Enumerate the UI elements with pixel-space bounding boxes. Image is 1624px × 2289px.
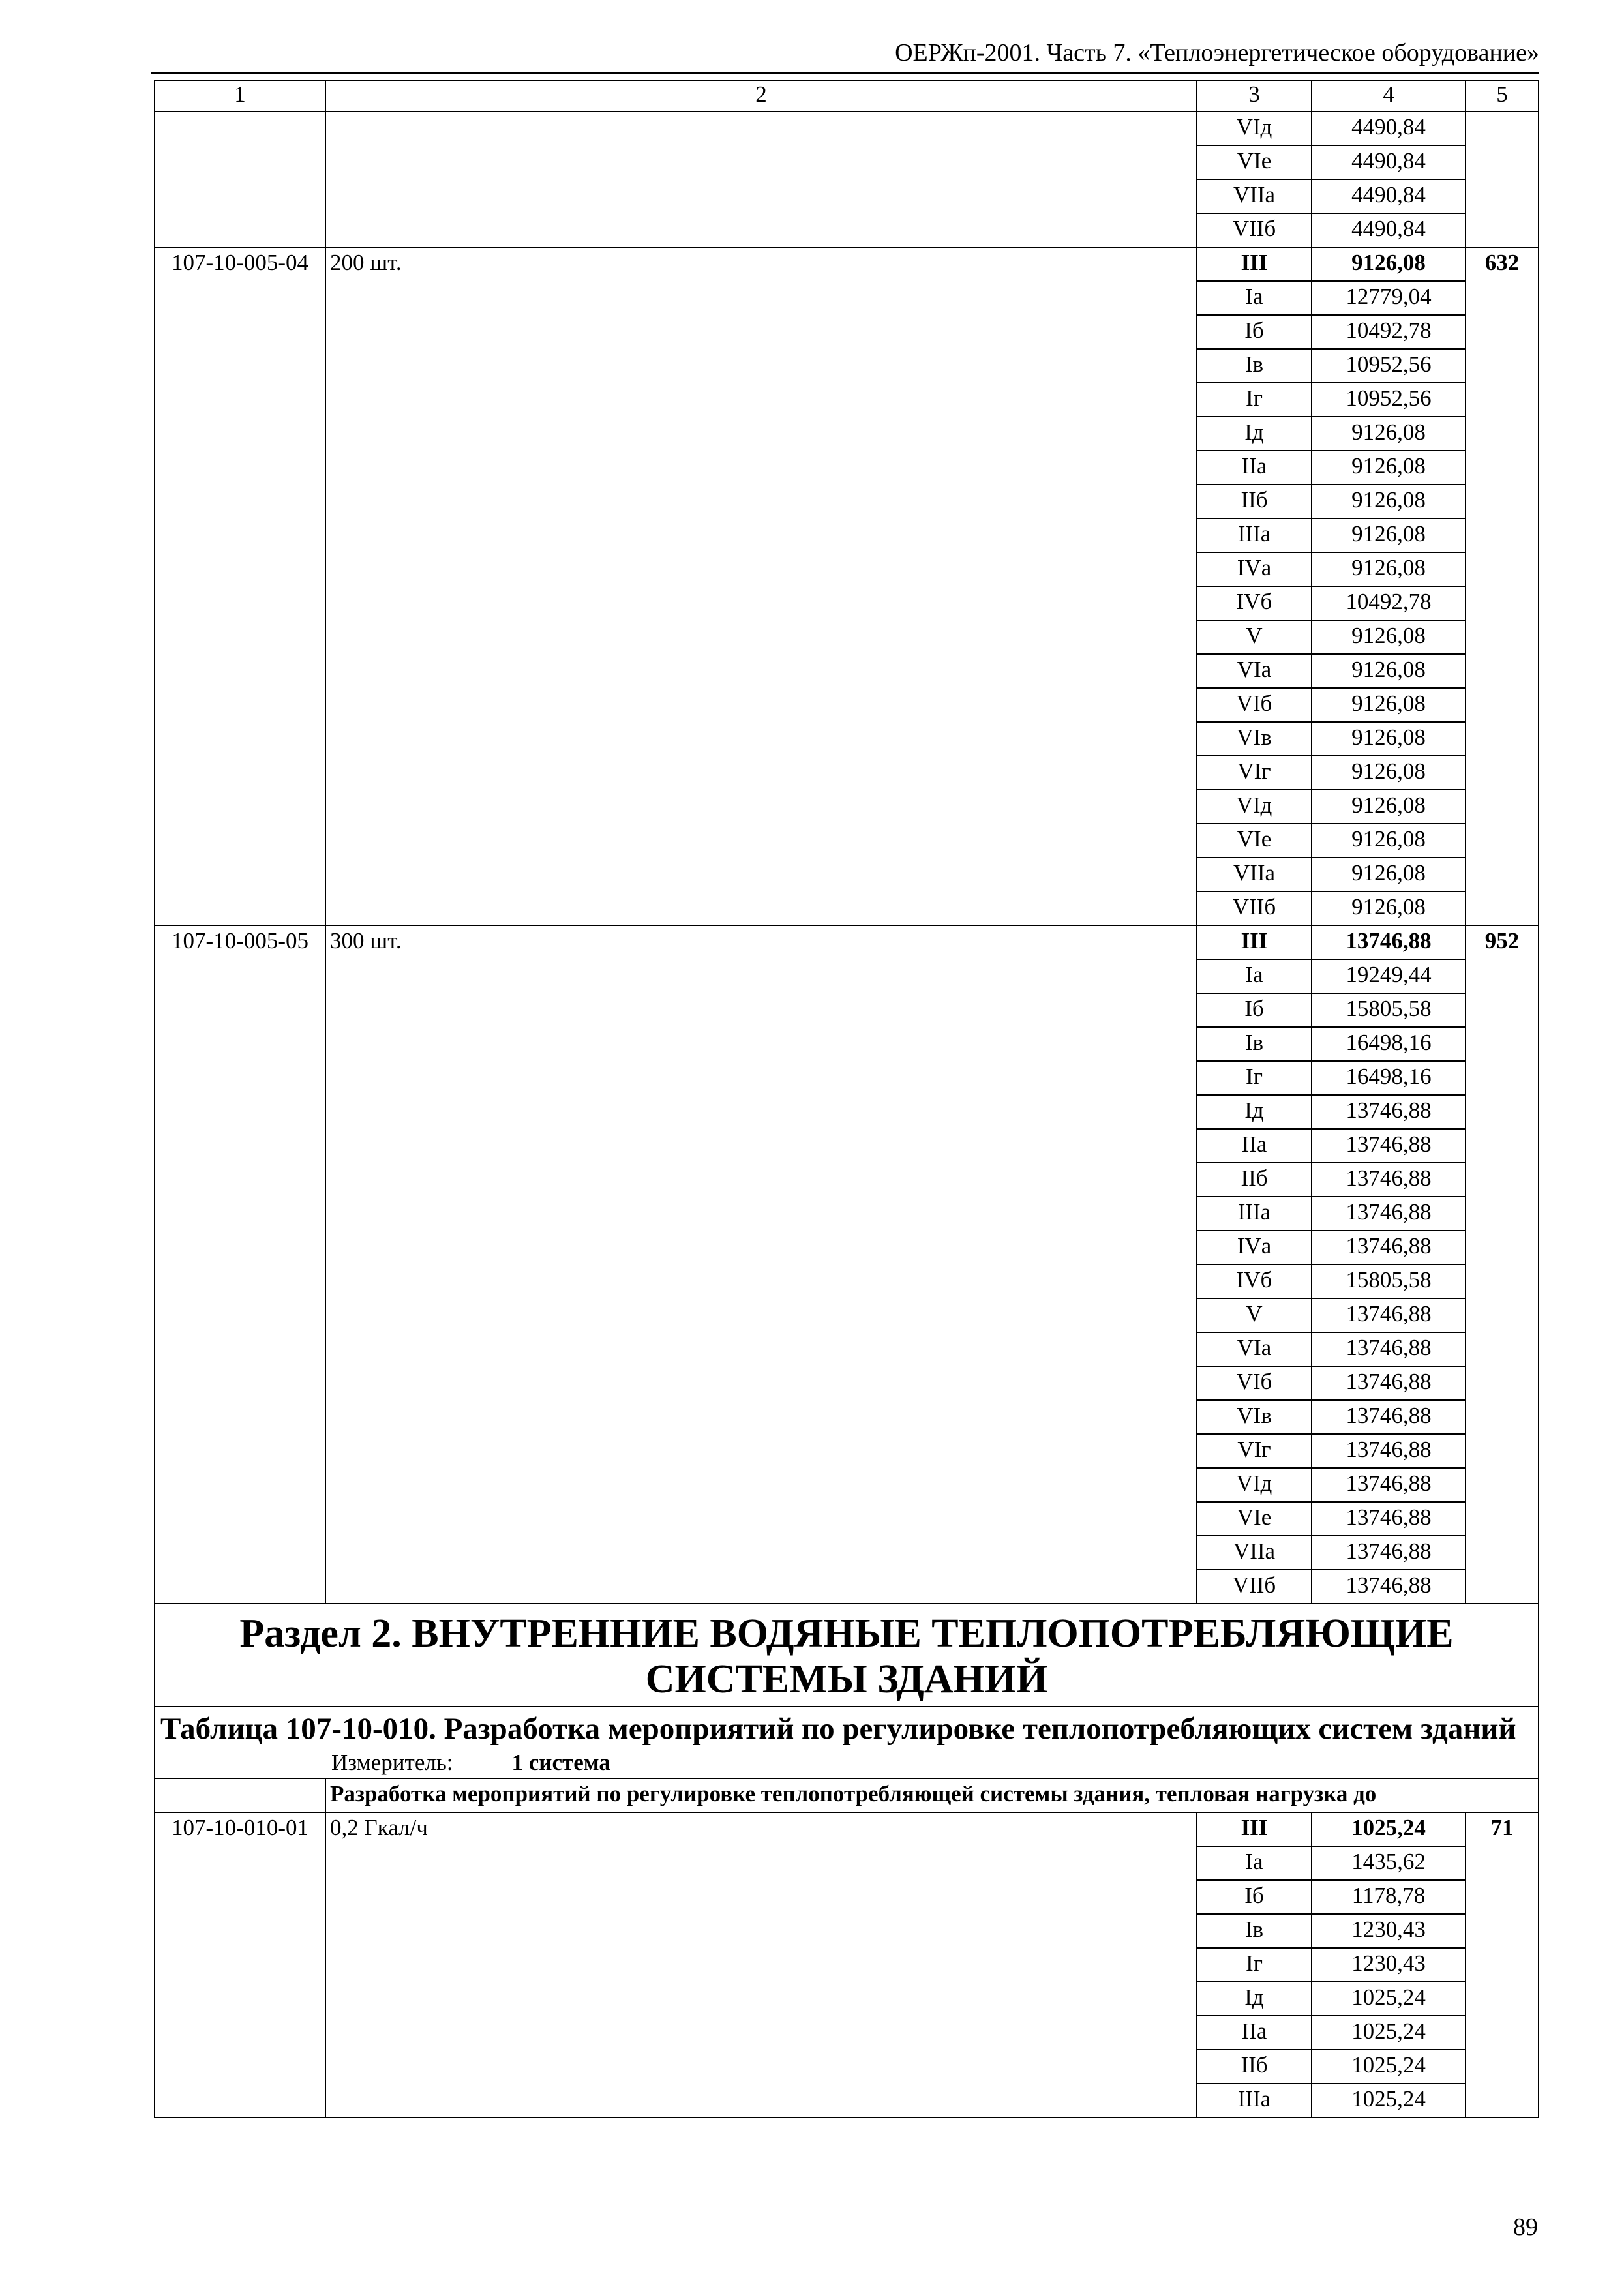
price-value: 13746,88: [1312, 1298, 1466, 1332]
price-value: 9126,08: [1312, 858, 1466, 891]
price-value: 13746,88: [1312, 1129, 1466, 1163]
price-zone: Iг: [1197, 1061, 1312, 1095]
price-zone: Iг: [1197, 383, 1312, 417]
price-value: 9126,08: [1312, 722, 1466, 756]
price-zone: VIб: [1197, 688, 1312, 722]
price-value: 9126,08: [1312, 417, 1466, 451]
table-title: Таблица 107-10-010. Разработка мероприятий по регулировке теплопотребляющих систем зданий: [160, 1712, 1516, 1746]
price-zone: Iг: [1197, 1948, 1312, 1982]
price-value: 4490,84: [1312, 213, 1466, 247]
table-row: [155, 925, 1539, 959]
price-value: 13746,88: [1312, 1231, 1466, 1264]
price-value: 1025,24: [1312, 1812, 1466, 1846]
price-value: 13746,88: [1312, 1366, 1466, 1400]
table-heading-row: [155, 1707, 1539, 1778]
price-zone: VIг: [1197, 1434, 1312, 1468]
table-row: [155, 112, 1539, 145]
price-value: 1025,24: [1312, 2050, 1466, 2084]
price-value: 1230,43: [1312, 1914, 1466, 1948]
price-zone: VIе: [1197, 145, 1312, 179]
item-cost: 71: [1466, 1812, 1539, 2117]
price-zone: Iб: [1197, 1880, 1312, 1914]
price-zone: IIа: [1197, 2016, 1312, 2050]
price-value: 9126,08: [1312, 552, 1466, 586]
price-zone: VIе: [1197, 824, 1312, 858]
price-zone: Iб: [1197, 993, 1312, 1027]
price-value: 1230,43: [1312, 1948, 1466, 1982]
price-zone: Iа: [1197, 1846, 1312, 1880]
price-zone: V: [1197, 620, 1312, 654]
price-value: 13746,88: [1312, 1332, 1466, 1366]
price-value: 9126,08: [1312, 790, 1466, 824]
price-zone: VIб: [1197, 1366, 1312, 1400]
price-value: 1025,24: [1312, 1982, 1466, 2016]
price-zone: IVа: [1197, 1231, 1312, 1264]
price-zone: IIб: [1197, 1163, 1312, 1197]
item-code: 107-10-005-05: [155, 925, 325, 1604]
section-title: Раздел 2. ВНУТРЕННИЕ ВОДЯНЫЕ ТЕПЛОПОТРЕБЛЯЮЩИЕ СИСТЕМЫ ЗДАНИЙ: [155, 1604, 1539, 1707]
price-zone: VIд: [1197, 112, 1312, 145]
price-zone: V: [1197, 1298, 1312, 1332]
price-zone: Iв: [1197, 349, 1312, 383]
price-value: 13746,88: [1312, 925, 1466, 959]
column-number: 3: [1197, 80, 1312, 112]
price-zone: IIа: [1197, 451, 1312, 485]
price-value: 9126,08: [1312, 518, 1466, 552]
item-name: 300 шт.: [325, 925, 1197, 1604]
group-heading-row: [155, 1778, 1539, 1812]
item-code: 107-10-005-04: [155, 247, 325, 925]
price-zone: IIб: [1197, 485, 1312, 518]
empty-cell: [155, 1778, 325, 1812]
header-rule: [151, 72, 1539, 74]
price-zone: Iд: [1197, 1095, 1312, 1129]
price-value: 13746,88: [1312, 1095, 1466, 1129]
price-value: 15805,58: [1312, 1264, 1466, 1298]
price-value: 4490,84: [1312, 112, 1466, 145]
price-value: 16498,16: [1312, 1027, 1466, 1061]
price-zone: VIIа: [1197, 858, 1312, 891]
item-name: 200 шт.: [325, 247, 1197, 925]
running-header: ОЕРЖп-2001. Часть 7. «Теплоэнергетическое оборудование»: [895, 39, 1539, 67]
group-heading: Разработка мероприятий по регулировке теплопотребляющей системы здания, тепловая нагрузка до: [325, 1778, 1539, 1812]
price-zone: VIд: [1197, 790, 1312, 824]
price-value: 13746,88: [1312, 1570, 1466, 1604]
meter-line: [160, 1748, 1533, 1778]
price-zone: VIа: [1197, 1332, 1312, 1366]
price-value: 13746,88: [1312, 1400, 1466, 1434]
price-value: 1178,78: [1312, 1880, 1466, 1914]
price-zone: VIIб: [1197, 1570, 1312, 1604]
price-value: 9126,08: [1312, 824, 1466, 858]
price-zone: Iа: [1197, 281, 1312, 315]
item-code: 107-10-010-01: [155, 1812, 325, 2117]
price-value: 13746,88: [1312, 1163, 1466, 1197]
price-zone: IIIа: [1197, 1197, 1312, 1231]
price-value: 9126,08: [1312, 247, 1466, 281]
column-number: 1: [155, 80, 325, 112]
price-zone: Iд: [1197, 417, 1312, 451]
price-zone: IIа: [1197, 1129, 1312, 1163]
price-value: 19249,44: [1312, 959, 1466, 993]
price-zone: VIг: [1197, 756, 1312, 790]
price-zone: IIIа: [1197, 2084, 1312, 2117]
price-value: 9126,08: [1312, 451, 1466, 485]
price-zone: Iд: [1197, 1982, 1312, 2016]
column-number: 5: [1466, 80, 1539, 112]
price-value: 9126,08: [1312, 756, 1466, 790]
column-number-row: [155, 80, 1539, 112]
price-zone: VIIб: [1197, 891, 1312, 925]
price-zone: III: [1197, 1812, 1312, 1846]
price-zone: IVб: [1197, 1264, 1312, 1298]
column-number: 4: [1312, 80, 1466, 112]
price-value: 1025,24: [1312, 2084, 1466, 2117]
meter-value: 1 система: [511, 1750, 610, 1775]
price-zone: Iв: [1197, 1914, 1312, 1948]
price-value: 1435,62: [1312, 1846, 1466, 1880]
price-value: 9126,08: [1312, 654, 1466, 688]
item-cost: 952: [1466, 925, 1539, 1604]
price-value: 13746,88: [1312, 1434, 1466, 1468]
item-name: [325, 112, 1197, 247]
item-cost: [1466, 112, 1539, 247]
price-zone: VIIб: [1197, 213, 1312, 247]
price-zone: Iб: [1197, 315, 1312, 349]
price-table: [154, 80, 1539, 2118]
price-zone: VIв: [1197, 1400, 1312, 1434]
price-zone: IVа: [1197, 552, 1312, 586]
item-code: [155, 112, 325, 247]
page-number: 89: [1513, 2213, 1538, 2241]
price-zone: VIе: [1197, 1502, 1312, 1536]
price-value: 4490,84: [1312, 179, 1466, 213]
price-zone: Iа: [1197, 959, 1312, 993]
price-value: 12779,04: [1312, 281, 1466, 315]
item-cost: 632: [1466, 247, 1539, 925]
price-zone: VIIа: [1197, 179, 1312, 213]
price-zone: IIIа: [1197, 518, 1312, 552]
table-row: [155, 247, 1539, 281]
price-zone: VIIа: [1197, 1536, 1312, 1570]
price-value: 13746,88: [1312, 1468, 1466, 1502]
price-zone: Iв: [1197, 1027, 1312, 1061]
section-row: [155, 1604, 1539, 1707]
price-zone: VIа: [1197, 654, 1312, 688]
table-heading: [155, 1707, 1539, 1778]
price-value: 4490,84: [1312, 145, 1466, 179]
price-value: 10492,78: [1312, 586, 1466, 620]
price-value: 9126,08: [1312, 688, 1466, 722]
price-value: 10952,56: [1312, 383, 1466, 417]
price-value: 13746,88: [1312, 1197, 1466, 1231]
price-value: 16498,16: [1312, 1061, 1466, 1095]
price-value: 9126,08: [1312, 485, 1466, 518]
meter-label: Измеритель:: [331, 1750, 453, 1775]
column-number: 2: [325, 80, 1197, 112]
price-value: 1025,24: [1312, 2016, 1466, 2050]
price-zone: VIд: [1197, 1468, 1312, 1502]
price-zone: IIб: [1197, 2050, 1312, 2084]
price-zone: III: [1197, 247, 1312, 281]
price-value: 15805,58: [1312, 993, 1466, 1027]
price-zone: VIв: [1197, 722, 1312, 756]
price-value: 13746,88: [1312, 1502, 1466, 1536]
item-name: 0,2 Гкал/ч: [325, 1812, 1197, 2117]
price-value: 13746,88: [1312, 1536, 1466, 1570]
table-row: [155, 1812, 1539, 1846]
price-zone: IVб: [1197, 586, 1312, 620]
price-value: 9126,08: [1312, 620, 1466, 654]
price-value: 9126,08: [1312, 891, 1466, 925]
price-value: 10492,78: [1312, 315, 1466, 349]
price-zone: III: [1197, 925, 1312, 959]
price-value: 10952,56: [1312, 349, 1466, 383]
